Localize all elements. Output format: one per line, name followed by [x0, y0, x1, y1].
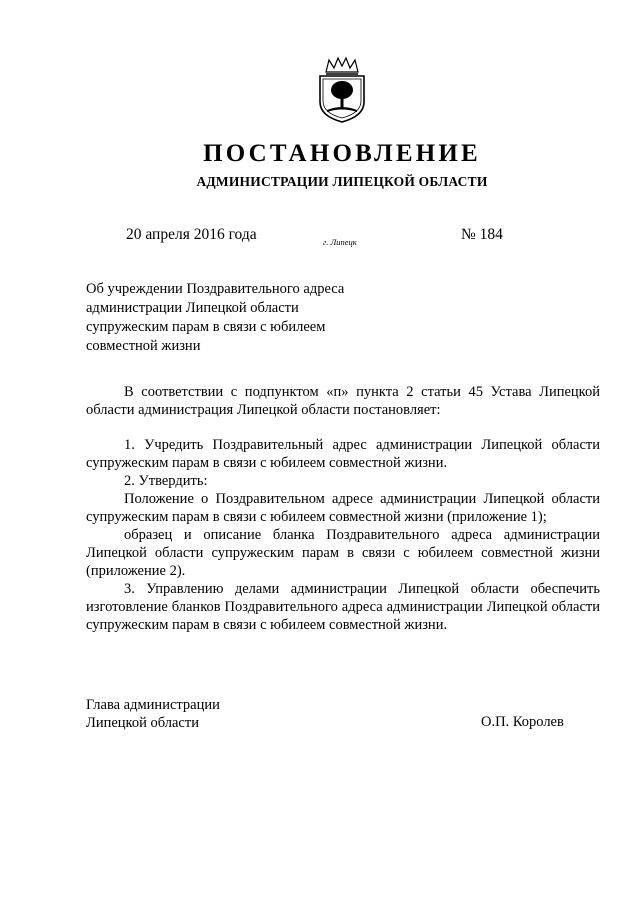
issuing-authority: АДМИНИСТРАЦИИ ЛИПЕЦКОЙ ОБЛАСТИ: [196, 174, 488, 189]
preamble-paragraph: В соответствии с подпунктом «п» пункта 2 статьи 45 Устава Липецкой области администрация Липецкой области постановляет:: [86, 384, 600, 418]
subject-line: супружеским парам в связи с юбилеем: [86, 319, 326, 335]
clause-2-item-2: образец и описание бланка Поздравительного адреса администрации Липецкой области супружеским парам в связи с юбилеем совместной жизни (приложение 2).: [86, 527, 600, 579]
document-subject: [86, 280, 386, 356]
document-title: ПОСТАНОВЛЕНИЕ: [203, 140, 481, 167]
clause-2: 2. Утвердить:: [124, 473, 208, 489]
document-city: г. Липецк: [323, 237, 357, 247]
clause-2-item-1: Положение о Поздравительном адресе администрации Липецкой области супружеским парам в связи с юбилеем совместной жизни (приложение 1);: [86, 491, 600, 525]
document-date: 20 апреля 2016 года: [126, 226, 257, 243]
subject-line: Об учреждении Поздравительного адреса: [86, 281, 345, 297]
coat-of-arms-icon: [312, 56, 372, 124]
signatory-name: О.П. Королев: [481, 714, 564, 730]
document-body: [86, 383, 600, 634]
signatory-position-line: Липецкой области: [86, 715, 199, 731]
document-number: № 184: [461, 226, 503, 243]
subject-line: администрации Липецкой области: [86, 300, 299, 316]
signatory-position-line: Глава администрации: [86, 697, 220, 713]
subject-line: совместной жизни: [86, 338, 201, 354]
clause-1: 1. Учредить Поздравительный адрес администрации Липецкой области супружеским парам в связи с юбилеем совместной жизни.: [86, 437, 600, 471]
signatory-position: [86, 696, 220, 732]
clause-3: 3. Управлению делами администрации Липецкой области обеспечить изготовление бланков Поздравительного адреса администрации Липецкой области супружеским парам в связи с юбилеем совместной жизни.: [86, 581, 600, 633]
